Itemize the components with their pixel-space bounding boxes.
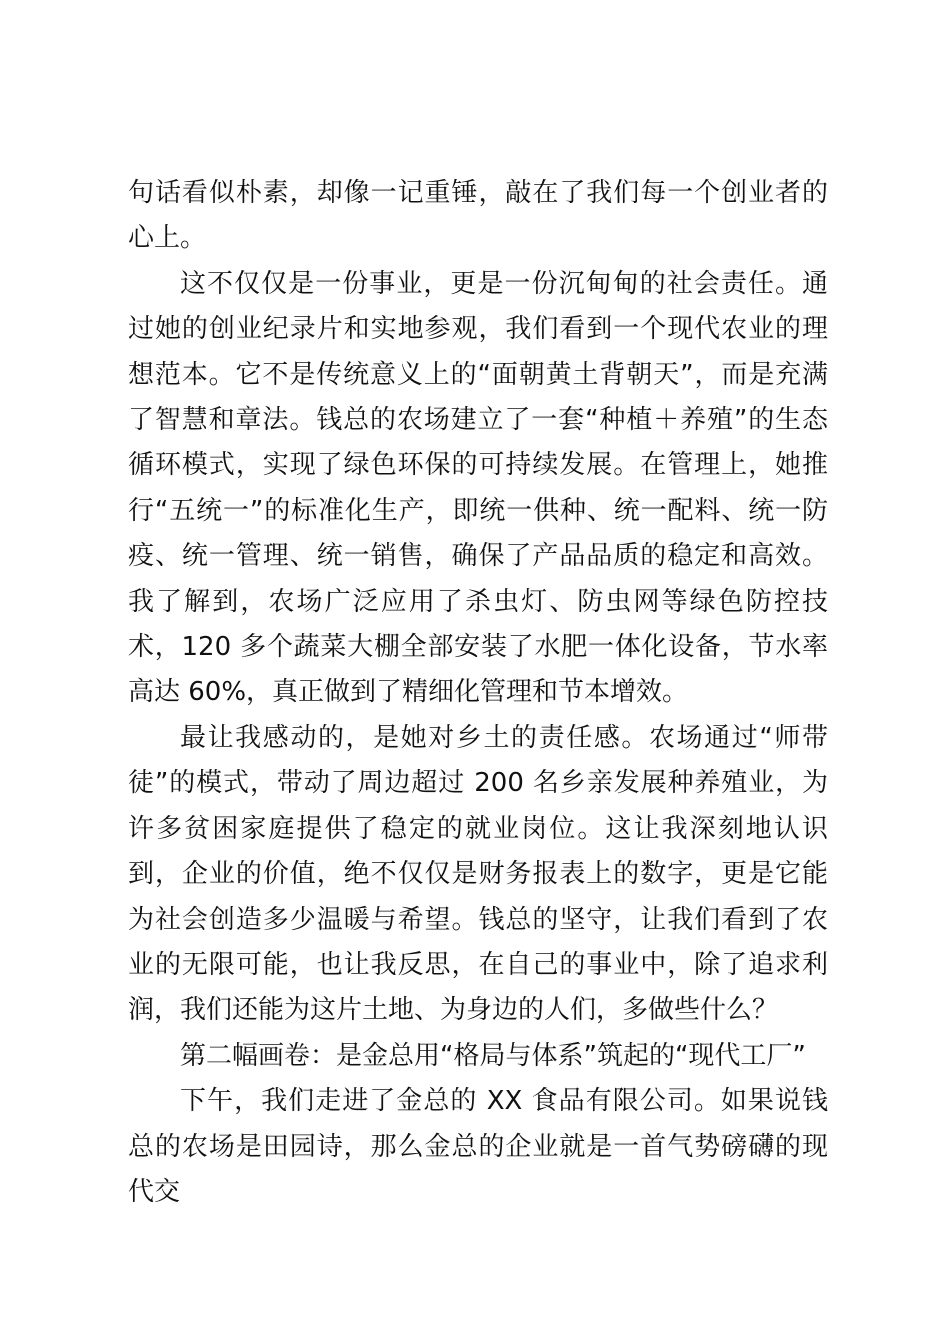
document-body xyxy=(128,171,828,1215)
paragraph-continued: 句话看似朴素，却像一记重锤，敲在了我们每一个创业者的心上。 xyxy=(128,178,828,254)
paragraph-local-responsibility: 最让我感动的，是她对乡土的责任感。农场通过“师带徒”的模式，带动了周边超过 200 名乡亲发展种养殖业，为许多贫困家庭提供了稳定的就业岗位。这让我深刻地认识到，企业的价值，绝不仅仅是财务报表上的数字，更是它能为社会创造多少温暖与希望。钱总的坚守，让我们看到了农业的无限可能，也让我反思，在自己的事业中，除了追求利润，我们还能为这片土地、为身边的人们，多做些什么？ xyxy=(128,722,828,1026)
section-heading: 第二幅画卷：是金总用“格局与体系”筑起的“现代工厂” xyxy=(180,1040,806,1071)
paragraph-afternoon-visit: 下午，我们走进了金总的 XX 食品有限公司。如果说钱总的农场是田园诗，那么金总的企业就是一首气势磅礴的现代交 xyxy=(128,1086,828,1207)
paragraph-social-responsibility: 这不仅仅是一份事业，更是一份沉甸甸的社会责任。通过她的创业纪录片和实地参观，我们看到一个现代农业的理想范本。它不是传统意义上的“面朝黄土背朝天”，而是充满了智慧和章法。钱总的农场建立了一套“种植＋养殖”的生态循环模式，实现了绿色环保的可持续发展。在管理上，她推行“五统一”的标准化生产，即统一供种、统一配料、统一防疫、统一管理、统一销售，确保了产品品质的稳定和高效。我了解到，农场广泛应用了杀虫灯、防虫网等绿色防控技术，120 多个蔬菜大棚全部安装了水肥一体化设备，节水率高达 60%，真正做到了精细化管理和节本增效。 xyxy=(128,268,828,708)
